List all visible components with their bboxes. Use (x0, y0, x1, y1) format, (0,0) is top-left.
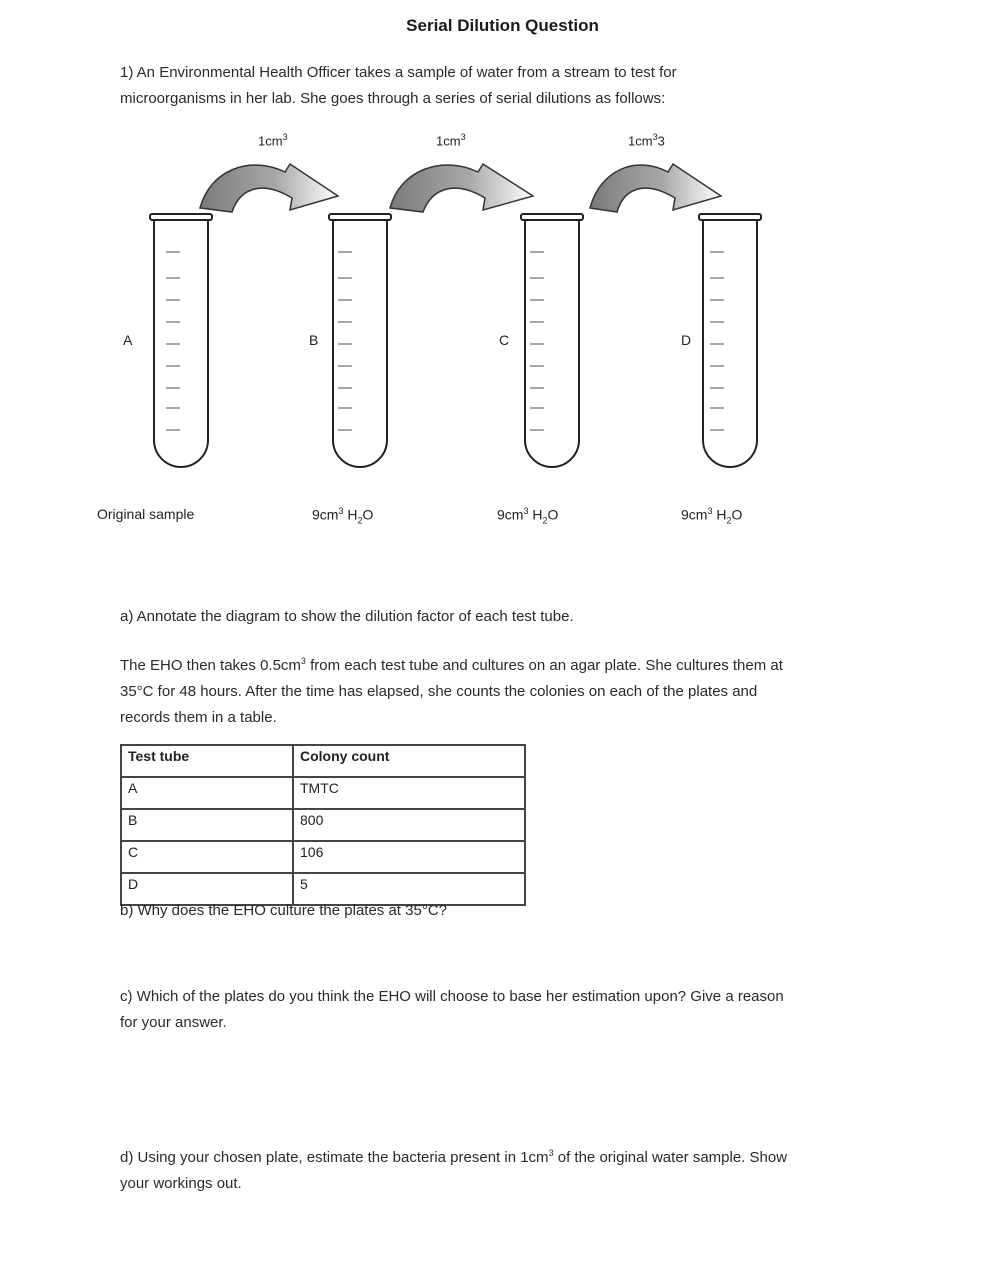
tube-letter-b: B (309, 332, 319, 348)
method-line-1: The EHO then takes $0.5cm^3$ from each test tube and cultures on an agar plate. She cultures them at (120, 656, 783, 674)
table-row (121, 841, 525, 873)
cell-tube: D (121, 873, 293, 905)
serial-dilution-diagram (0, 150, 1005, 490)
header-test-tube: Test tube (121, 745, 293, 777)
test-tube-c (521, 214, 583, 467)
part-c-line-1: c) Which of the plates do you think the EHO will choose to base her estimation upon? Give a reason (120, 988, 784, 1005)
transfer-arrow-2 (390, 164, 533, 212)
tube-letter-d: D (681, 332, 692, 348)
transfer-label-3: $1cm^33$ (628, 132, 665, 149)
tube-caption-a: Original sample (97, 506, 195, 522)
tube-caption-c: $9cm^3$ $H_2O$ (497, 506, 559, 526)
tube-letter-c: C (499, 332, 510, 348)
page-title: Serial Dilution Question (406, 16, 599, 35)
cell-count: 5 (293, 873, 525, 905)
part-c-line-2: for your answer. (120, 1014, 227, 1031)
method-paragraph (120, 648, 890, 731)
tube-caption-b: $9cm^3$ $H_2O$ (312, 506, 374, 526)
cell-count: 106 (293, 841, 525, 873)
question-1-text (120, 60, 840, 112)
header-colony-count: Colony count (293, 745, 525, 777)
part-d-line-2: your workings out. (120, 1175, 242, 1192)
table-header-row (121, 745, 525, 777)
table-row (121, 809, 525, 841)
colony-count-table (120, 744, 526, 906)
method-line-3: records them in a table. (120, 709, 277, 726)
transfer-arrow-3 (590, 164, 721, 212)
question-1-line-2: microorganisms in her lab. She goes through a series of serial dilutions as follows: (120, 90, 666, 107)
cell-tube: C (121, 841, 293, 873)
transfer-label-2: $1cm^3$ (436, 132, 466, 149)
test-tube-d (699, 214, 761, 467)
tube-letter-a: A (123, 332, 133, 348)
part-d-question (120, 1140, 920, 1197)
question-1-line-1: 1) An Environmental Health Officer takes a sample of water from a stream to test for (120, 64, 677, 81)
part-b-question: b) Why does the EHO culture the plates at 35°C? (120, 902, 447, 919)
cell-tube: A (121, 777, 293, 809)
part-d-line-1: d) Using your chosen plate, estimate the bacteria present in $1cm^3$ of the original water sample. Show (120, 1148, 788, 1166)
transfer-label-1: $1cm^3$ (258, 132, 288, 149)
table-row (121, 777, 525, 809)
part-a-question: a) Annotate the diagram to show the dilution factor of each test tube. (120, 608, 574, 625)
test-tube-a (150, 214, 212, 467)
cell-tube: B (121, 809, 293, 841)
part-c-question (120, 984, 900, 1036)
cell-count: TMTC (293, 777, 525, 809)
test-tube-b (329, 214, 391, 467)
method-line-2: 35°C for 48 hours. After the time has elapsed, she counts the colonies on each of the plates and (120, 683, 758, 700)
cell-count: 800 (293, 809, 525, 841)
tube-caption-d: $9cm^3$ $H_2O$ (681, 506, 743, 526)
transfer-arrow-1 (200, 164, 338, 212)
